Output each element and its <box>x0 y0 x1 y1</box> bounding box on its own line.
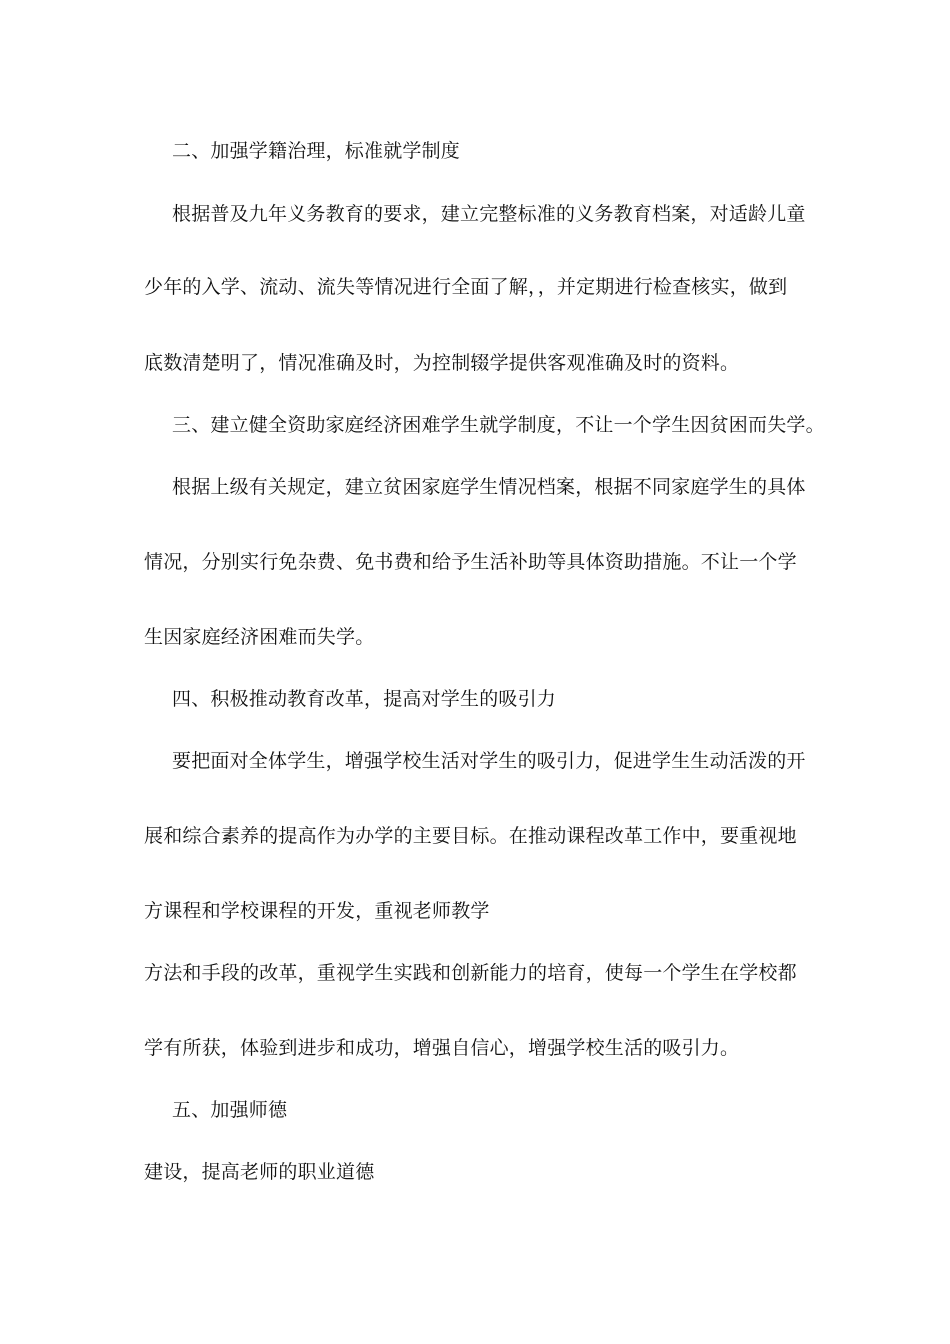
section-heading-2: 二、加强学籍治理，标准就学制度 <box>172 140 461 162</box>
section-heading-4: 四、积极推动教育改革，提高对学生的吸引力 <box>172 688 557 710</box>
paragraph-line: 根据上级有关规定，建立贫困家庭学生情况档案，根据不同家庭学生的具体 <box>172 476 806 498</box>
section-heading-3: 三、建立健全资助家庭经济困难学生就学制度，不让一个学生因贫困而失学。 <box>172 414 825 436</box>
paragraph-line: 少年的入学、流动、流失等情况进行全面了解，，并定期进行检查核实，做到 <box>144 276 788 298</box>
paragraph-line: 方法和手段的改革，重视学生实践和创新能力的培育，使每一个学生在学校都 <box>144 962 797 984</box>
paragraph-line: 建设，提高老师的职业道德 <box>144 1161 375 1183</box>
paragraph-line: 根据普及九年义务教育的要求，建立完整标准的义务教育档案，对适龄儿童 <box>172 203 806 225</box>
paragraph-line: 情况，分别实行免杂费、免书费和给予生活补助等具体资助措施。不让一个学 <box>144 551 797 573</box>
paragraph-line: 学有所获，体验到进步和成功，增强自信心，增强学校生活的吸引力。 <box>144 1037 740 1059</box>
paragraph-line: 底数清楚明了，情况准确及时，为控制辍学提供客观准确及时的资料。 <box>144 352 740 374</box>
paragraph-line: 方课程和学校课程的开发，重视老师教学 <box>144 900 490 922</box>
paragraph-line: 展和综合素养的提高作为办学的主要目标。在推动课程改革工作中，要重视地 <box>144 825 797 847</box>
paragraph-line: 生因家庭经济困难而失学。 <box>144 626 375 648</box>
section-heading-5: 五、加强师德 <box>172 1099 288 1121</box>
paragraph-line: 要把面对全体学生，增强学校生活对学生的吸引力，促进学生生动活泼的开 <box>172 750 806 772</box>
